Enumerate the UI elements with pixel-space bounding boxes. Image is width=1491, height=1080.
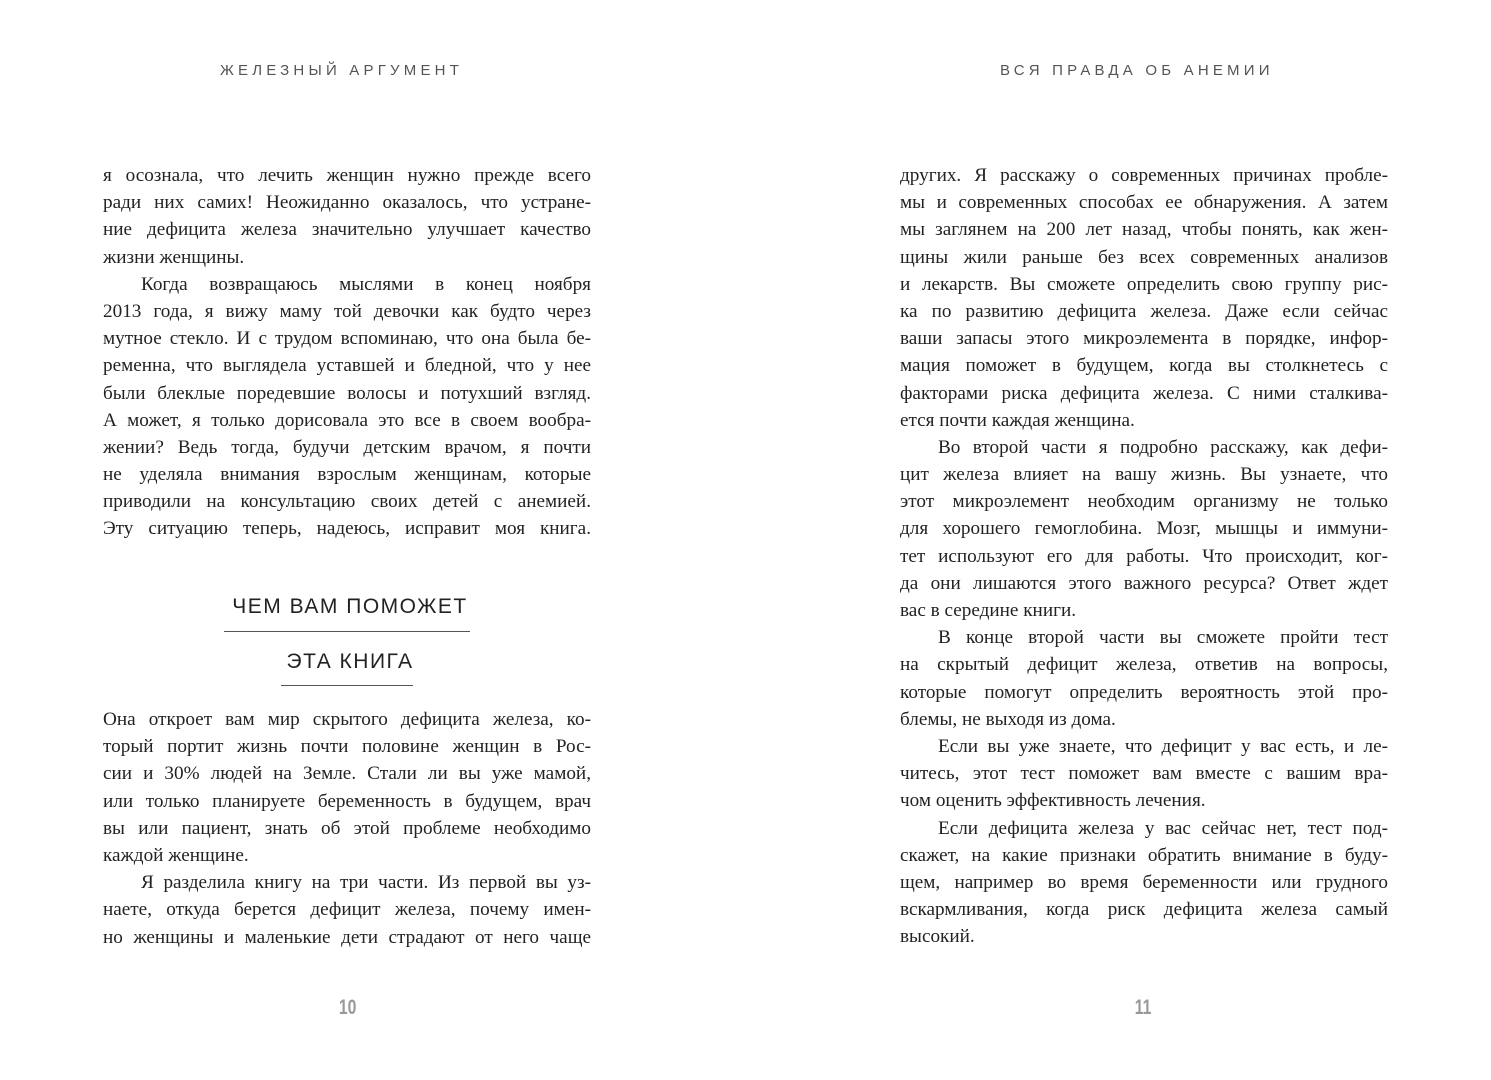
text-line: или только планируете беременность в будущем, врач — [103, 790, 591, 812]
text-line: Если вы уже знаете, что дефицит у вас есть, и ле- — [938, 735, 1388, 757]
text-line: мы и современных способах ее обнаружения. А затем — [900, 192, 1388, 214]
text-line: сии и 30% людей на Земле. Стали ли вы уже мамой, — [103, 763, 591, 785]
text-block — [103, 162, 591, 543]
text-line: Я разделила книгу на три части. Из первой вы уз- — [141, 872, 591, 894]
text-line: ка по развитию дефицита железа. Даже если сейчас — [900, 300, 1388, 322]
running-head: ВСЯ ПРАВДА ОБ АНЕМИИ — [1000, 62, 1274, 79]
text-line: Если дефицита железа у вас сейчас нет, тест под- — [938, 817, 1388, 839]
page-number: 11 — [1134, 996, 1152, 1019]
text-line: 2013 года, я вижу маму той девочки как будто через — [103, 300, 591, 322]
text-block — [103, 706, 591, 951]
text-line: не уделяла внимания взрослым женщинам, которые — [103, 464, 591, 486]
text-line: высокий. — [900, 926, 975, 948]
text-line: вас в середине книги. — [900, 600, 1077, 621]
section-heading-line-2: ЭТА КНИГА — [286, 650, 414, 673]
text-line: торый портит жизнь почти половине женщин в Рос- — [103, 736, 591, 758]
text-line: А может, я только дорисовала это все в своем вообра- — [103, 409, 591, 431]
text-line: ние дефицита железа значительно улучшает качество — [103, 219, 591, 241]
page-number: 10 — [338, 996, 357, 1019]
heading-underline — [224, 631, 470, 632]
text-line: скажет, на какие признаки обратить внимание в буду- — [900, 844, 1388, 866]
text-block — [900, 162, 1388, 950]
text-line: наете, откуда берется дефицит железа, почему имен- — [103, 899, 591, 921]
text-line: блемы, не выходя из дома. — [900, 708, 1116, 730]
text-line: Во второй части я подробно расскажу, как дефи- — [938, 436, 1388, 458]
text-line: этот микроэлемент необходим организму не только — [900, 491, 1388, 513]
text-line: ваши запасы этого микроэлемента в порядке, инфор- — [900, 328, 1388, 350]
text-line: тет используют его для работы. Что происходит, ког- — [900, 545, 1388, 567]
right-page — [746, 0, 1491, 1080]
text-line: цит железа влияет на вашу жизнь. Вы узнаете, что — [900, 464, 1388, 486]
text-line: жении? Ведь тогда, будучи детским врачом, я почти — [103, 436, 591, 458]
text-line: чом оценить эффективность лечения. — [900, 790, 1206, 812]
text-line: других. Я расскажу о современных причинах пробле- — [900, 165, 1388, 186]
text-line: да они лишаются этого важного ресурса? Ответ ждет — [900, 572, 1388, 594]
heading-underline — [281, 685, 413, 686]
text-line: мация поможет в будущем, когда вы столкнетесь с — [900, 355, 1388, 377]
section-heading-line-1: ЧЕМ ВАМ ПОМОЖЕТ — [232, 595, 468, 618]
text-line: щины жили раньше без всех современных анализов — [900, 246, 1388, 268]
text-line: были блеклые поредевшие волосы и потухший взгляд. — [103, 382, 591, 404]
text-line: ради них самих! Неожиданно оказалось, что устране- — [103, 192, 591, 214]
text-line: на скрытый дефицит железа, ответив на вопросы, — [900, 654, 1388, 676]
text-line: вы или пациент, знать об этой проблеме необходимо — [103, 817, 591, 839]
text-line: щем, например во время беременности или грудного — [900, 871, 1388, 893]
text-line: приводили на консультацию своих детей с анемией. — [103, 491, 591, 513]
text-line: и лекарств. Вы сможете определить свою группу рис- — [900, 273, 1388, 295]
text-line: факторами риска дефицита железа. С ними сталкива- — [900, 382, 1388, 404]
text-line: для хорошего гемоглобина. Мозг, мышцы и иммуни- — [900, 518, 1388, 540]
text-line: В конце второй части вы сможете пройти тест — [938, 627, 1388, 649]
running-head: ЖЕЛЕЗНЫЙ АРГУМЕНТ — [220, 62, 464, 79]
text-line: каждой женщине. — [103, 844, 249, 866]
text-line: Она откроет вам мир скрытого дефицита железа, ко- — [103, 709, 591, 730]
text-line: которые помогут определить вероятность этой про- — [900, 681, 1388, 703]
text-line: ременна, что выглядела уставшей и бледной, что у нее — [103, 355, 591, 377]
left-page — [0, 0, 745, 1080]
text-line: читесь, этот тест поможет вам вместе с вашим вра- — [900, 763, 1388, 785]
text-line: но женщины и маленькие дети страдают от него чаще — [103, 926, 591, 948]
text-line: вскармливания, когда риск дефицита железа самый — [900, 899, 1388, 921]
text-line: ется почти каждая женщина. — [900, 409, 1135, 431]
text-line: жизни женщины. — [103, 246, 245, 268]
text-line: мы заглянем на 200 лет назад, чтобы понять, как жен- — [900, 219, 1388, 241]
text-line: Когда возвращаюсь мыслями в конец ноября — [141, 273, 591, 295]
text-line: Эту ситуацию теперь, надеюсь, исправит моя книга. — [103, 518, 591, 540]
text-line: мутное стекло. И с трудом вспоминаю, что она была бе- — [103, 328, 591, 350]
text-line: я осознала, что лечить женщин нужно прежде всего — [103, 165, 591, 186]
